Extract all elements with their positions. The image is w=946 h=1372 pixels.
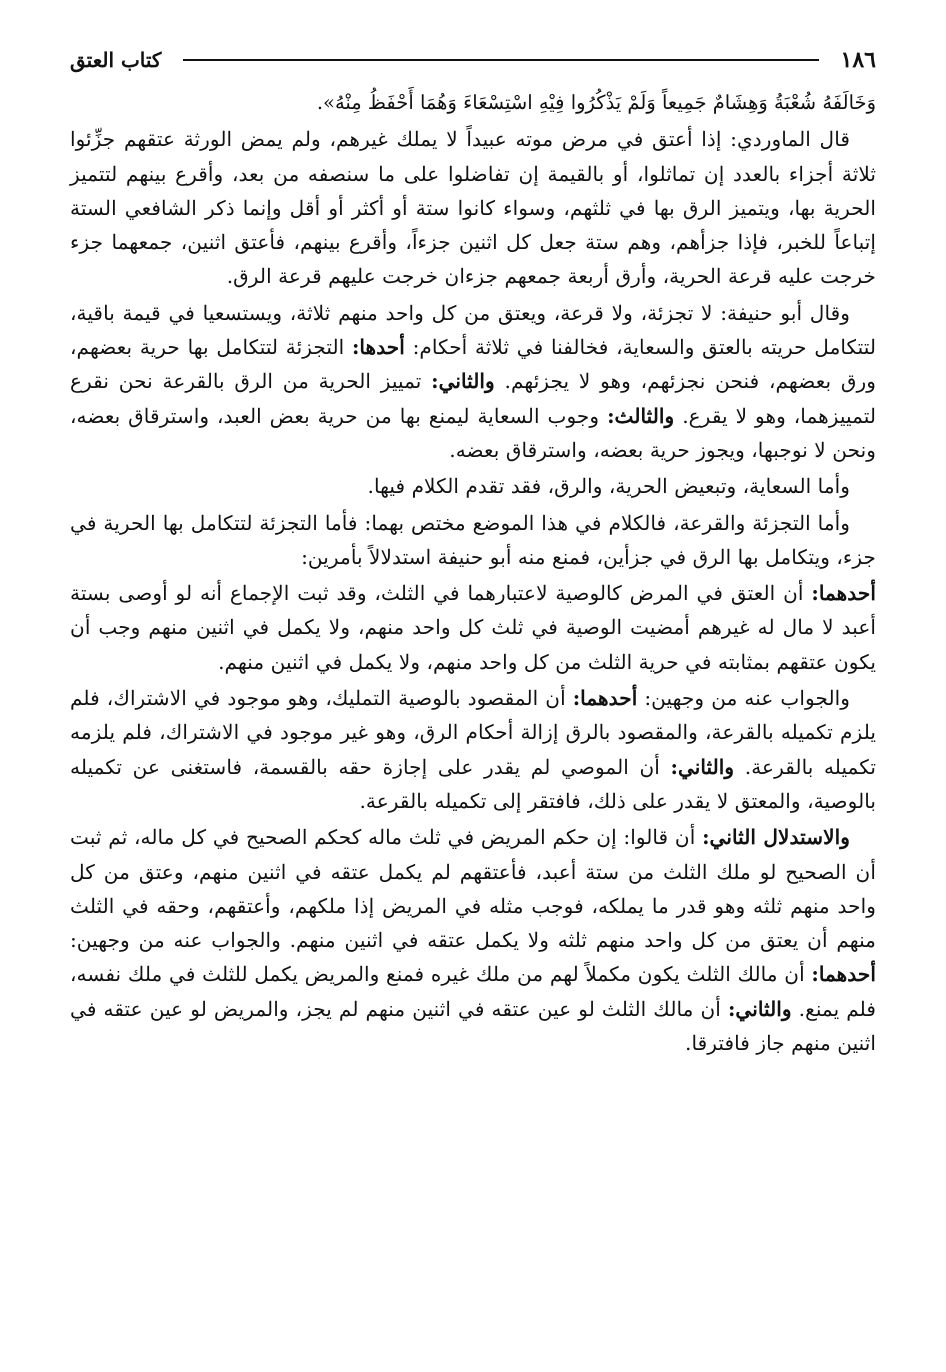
- page-body: [70, 86, 876, 1060]
- paragraph-text: أن مالك الثلث يكون مكملاً لهم من ملك غيره فمنع والمريض يكمل للثلث في ملك نفسه، فلم يمنع.: [70, 962, 877, 1021]
- paragraph-text: وأما التجزئة والقرعة، فالكلام في هذا الموضع مختص بهما: فأما التجزئة لتتكامل بها الحرية في جزء، ويتكامل بها الرق في جزأين، فمنع منه أبو حنيفة استدلالاً بأمرين:: [70, 510, 876, 569]
- bold-term: أحدهما:: [811, 581, 876, 606]
- paragraph: [70, 820, 876, 1060]
- bold-term: والثاني:: [431, 369, 495, 394]
- paragraph: [70, 122, 876, 293]
- paragraph-text: أن مالك الثلث لو عين عتقه في اثنين منهم لم يجز، والمريض لو عين عتقه في اثنين منهم جاز فافترقا.: [70, 996, 876, 1056]
- bold-term: أحدهما:: [811, 962, 876, 987]
- bold-term: والثاني:: [670, 754, 735, 779]
- bold-term: والثالث:: [607, 403, 675, 428]
- paragraph-text: تمييز الحرية من الرق بالقرعة نحن نقرع لتمييزهما، وهو لا يقرع.: [70, 369, 876, 428]
- paragraph-text: وجوب السعاية ليمنع بها من حرية بعض العبد، واسترقاق بعضه، ونحن لا نوجبها، ويجوز حرية بعضه، واسترقاق بعضه.: [70, 403, 876, 462]
- paragraph-text: وقال أبو حنيفة: لا تجزئة، ولا قرعة، ويعتق من كل واحد منهم ثلاثة، ويستسعيا في قيمة باقية، لتتكامل حريته بالعتق والسعاية، فخالفنا في ثلاثة أحكام:: [70, 300, 877, 360]
- paragraph-text: التجزئة لتتكامل بها حرية بعضهم، ورق بعضهم، فنحن نجزئهم، وهو لا يجزئهم.: [70, 335, 876, 394]
- paragraph-text: قال الماوردي: إذا أعتق في مرض موته عبيداً لا يملك غيرهم، ولم يمض الورثة عتقهم جزِّئوا ثلاثة أجزاء بالعدد إن تماثلوا، أو بالقيمة إن تفاضلوا على ما سنصفه من بعد، وأقرع بينهم لتتميز الحرية بها، ويتميز الرق بها في ثلثهم، وسواء كانوا ستة أو أكثر أو أقل وإنما ذكر الشافعي الستة إتباعاً للخبر، فإذا جزأهم، وهم ستة جعل كل اثنين جزءاً، وأقرع بينهم، فأعتق اثنين، جمعهما جزء خرجت عليه قرعة الحرية، وأرق أربعة جمعهم جزءان خرجت عليهم قرعة الرق.: [70, 127, 876, 289]
- book-page: [70, 40, 876, 1062]
- paragraph: [70, 681, 876, 818]
- paragraph-text: أن الموصي لم يقدر على إجازة حقه بالقسمة، فاستغنى عن تكميله بالوصية، والمعتق لا يقدر على ذلك، فافتقر إلى تكميله بالقرعة.: [70, 754, 876, 813]
- paragraph-text: أن قالوا: إن حكم المريض في ثلث ماله كحكم الصحيح في كل ماله، ثم ثبت أن الصحيح لو ملك الثلث من ستة أعبد، فأعتقهم لم يكمل عتقه في اثنين منهم، وعتق من كل واحد منهم ثلثه وهو قدر ما يملكه، فوجب مثله في المريض إذا ملكهم، وأعتقهم، وحقه في الثلث منهم أن يعتق من كل واحد منهم ثلثه ولا يكمل عتقه في اثنين منهم. والجواب عنه من وجهين:: [70, 825, 876, 953]
- bold-term: أحدهما:: [572, 686, 638, 711]
- paragraph: [70, 506, 876, 575]
- paragraph-text: وأما السعاية، وتبعيض الحرية، والرق، فقد تقدم الكلام فيها.: [367, 474, 850, 499]
- paragraph: [70, 469, 876, 503]
- paragraph-text: وَخَالَفَهُ شُعْبَةُ وَهِشَامٌ جَمِيعاً وَلَمْ يَذْكُرُوا فِيْهِ اسْتِسْعَاءَ وَهُمَا أَحْفَظُ مِنْهُ».: [316, 91, 876, 114]
- bold-term: والاستدلال الثاني:: [702, 825, 850, 850]
- paragraph-text: والجواب عنه من وجهين:: [644, 686, 850, 711]
- page-number: ١٨٦: [840, 47, 876, 73]
- paragraph: [70, 576, 876, 679]
- bold-term: والثاني:: [727, 996, 792, 1021]
- bold-term: أحدها:: [351, 335, 405, 360]
- header-rule: [183, 59, 818, 61]
- paragraph-text: أن المقصود بالوصية التمليك، وهو موجود في الاشتراك، فلم يلزم تكميله بالقرعة، والمقصود بالرق إزالة أحكام الرق، وهو غير موجود في الاشتراك، فلم يلزمه تكميله بالقرعة.: [70, 686, 876, 779]
- page-header: [70, 40, 876, 80]
- paragraph: [70, 296, 876, 467]
- paragraph-text: أن العتق في المرض كالوصية لاعتبارهما في الثلث، وقد ثبت الإجماع أنه لو أوصى بستة أعبد لا مال له غيرهم أمضيت الوصية في ثلث كل واحد منهم، ولا يكمل في اثنين منهم وجب أن يكون عتقهم بمثابته في حرية الثلث من كل واحد منهم، ولا يكمل في اثنين منهم.: [70, 581, 876, 674]
- quoted-hadith-paragraph: [70, 86, 876, 120]
- book-title: كتاب العتق: [70, 48, 162, 72]
